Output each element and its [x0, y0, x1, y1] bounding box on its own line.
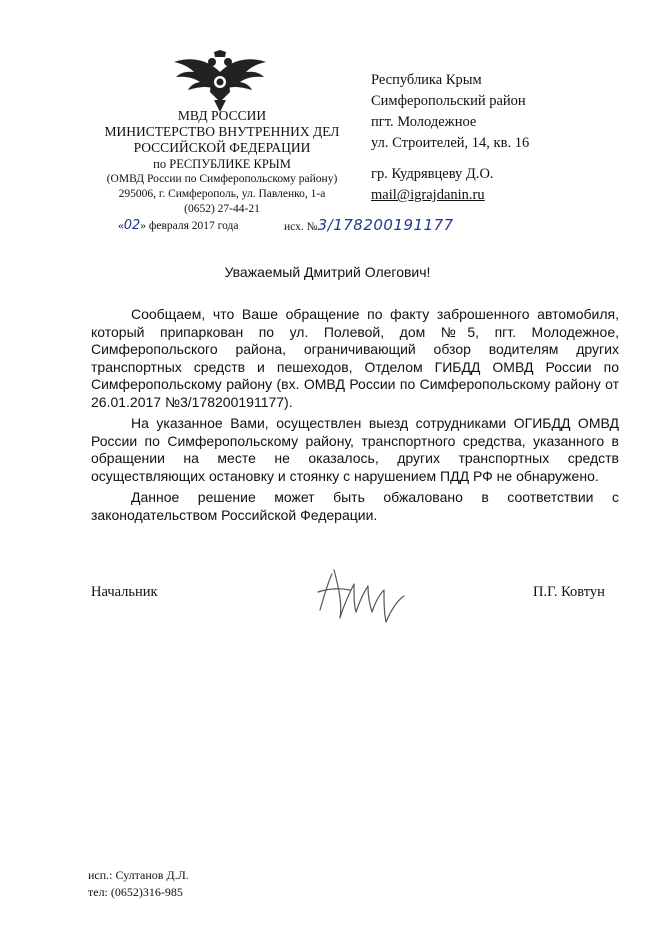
executor-name: исп.: Султанов Д.Л.: [88, 868, 189, 882]
letter-body: [91, 306, 619, 528]
outgoing-label: исх. №: [284, 221, 318, 233]
recipient-line-2: Симферопольский район: [371, 93, 526, 109]
recipient-email-link[interactable]: mail@igrajdanin.ru: [371, 187, 485, 203]
sender-line-4: по РЕСПУБЛИКЕ КРЫМ: [153, 157, 291, 171]
sender-line-5: (ОМВД России по Симферопольскому району): [106, 173, 338, 185]
executor-footer: [88, 867, 189, 901]
recipient-name: гр. Кудрявцеву Д.О.: [371, 166, 494, 182]
recipient-line-1: Республика Крым: [371, 72, 482, 88]
sender-line-1: МВД РОССИИ: [177, 108, 267, 123]
body-paragraph: На указанное Вами, осуществлен выезд сотрудниками ОГИБДД ОМВД России по Симферопольскому району, транспортного средства, указанного в обращении на месте не оказалось, других транспортных средств осуществляющих остановку и стоянку с нарушением ПДД РФ не обнаружено.: [91, 415, 619, 484]
recipient-line-3: пгт. Молодежное: [371, 114, 477, 130]
outgoing-number-handwritten: 3/178200191177: [317, 216, 454, 234]
sender-line-2: МИНИСТЕРСТВО ВНУТРЕННИХ ДЕЛ: [104, 124, 340, 139]
body-paragraph: Данное решение может быть обжаловано в соответствии с законодательством Российской Федерации.: [91, 489, 619, 523]
date-day-handwritten: 02: [123, 218, 141, 233]
date-quote-open: «: [118, 220, 124, 232]
eagle-emblem-icon: [170, 50, 270, 112]
recipient-line-4: ул. Строителей, 14, кв. 16: [371, 135, 530, 151]
date-rest: февраля 2017 года: [146, 220, 239, 232]
greeting: Уважаемый Дмитрий Олегович!: [224, 264, 431, 280]
recipient-block: [371, 70, 641, 206]
body-paragraph: Сообщаем, что Ваше обращение по факту заброшенного автомобиля, который припаркован по ул. Полевой, дом №5, пгт. Молодежное, Симферопольского района, ограничивающий обзор водителям других транспортных средств и пешеходов, Отделом ГИБДД ОМВД России по Симферопольскому району (вх. ОМВД России по Симферопольскому району от 26.01.2017 №3/178200191177).: [91, 306, 619, 410]
sender-line-3: РОССИЙСКОЙ ФЕДЕРАЦИИ: [133, 140, 311, 155]
handwritten-signature: [310, 562, 420, 632]
letter-date: [118, 218, 238, 233]
sender-line-6: 295006, г. Симферополь, ул. Павленко, 1-а: [118, 188, 326, 200]
sender-block: [72, 108, 372, 217]
sender-line-7: (0652) 27-44-21: [184, 203, 260, 215]
date-quote-close: »: [140, 220, 147, 232]
signatory-title: Начальник: [91, 584, 158, 600]
signatory-name: П.Г. Ковтун: [533, 584, 605, 600]
outgoing-number: [284, 216, 454, 234]
executor-phone: тел: (0652)316-985: [88, 885, 183, 899]
